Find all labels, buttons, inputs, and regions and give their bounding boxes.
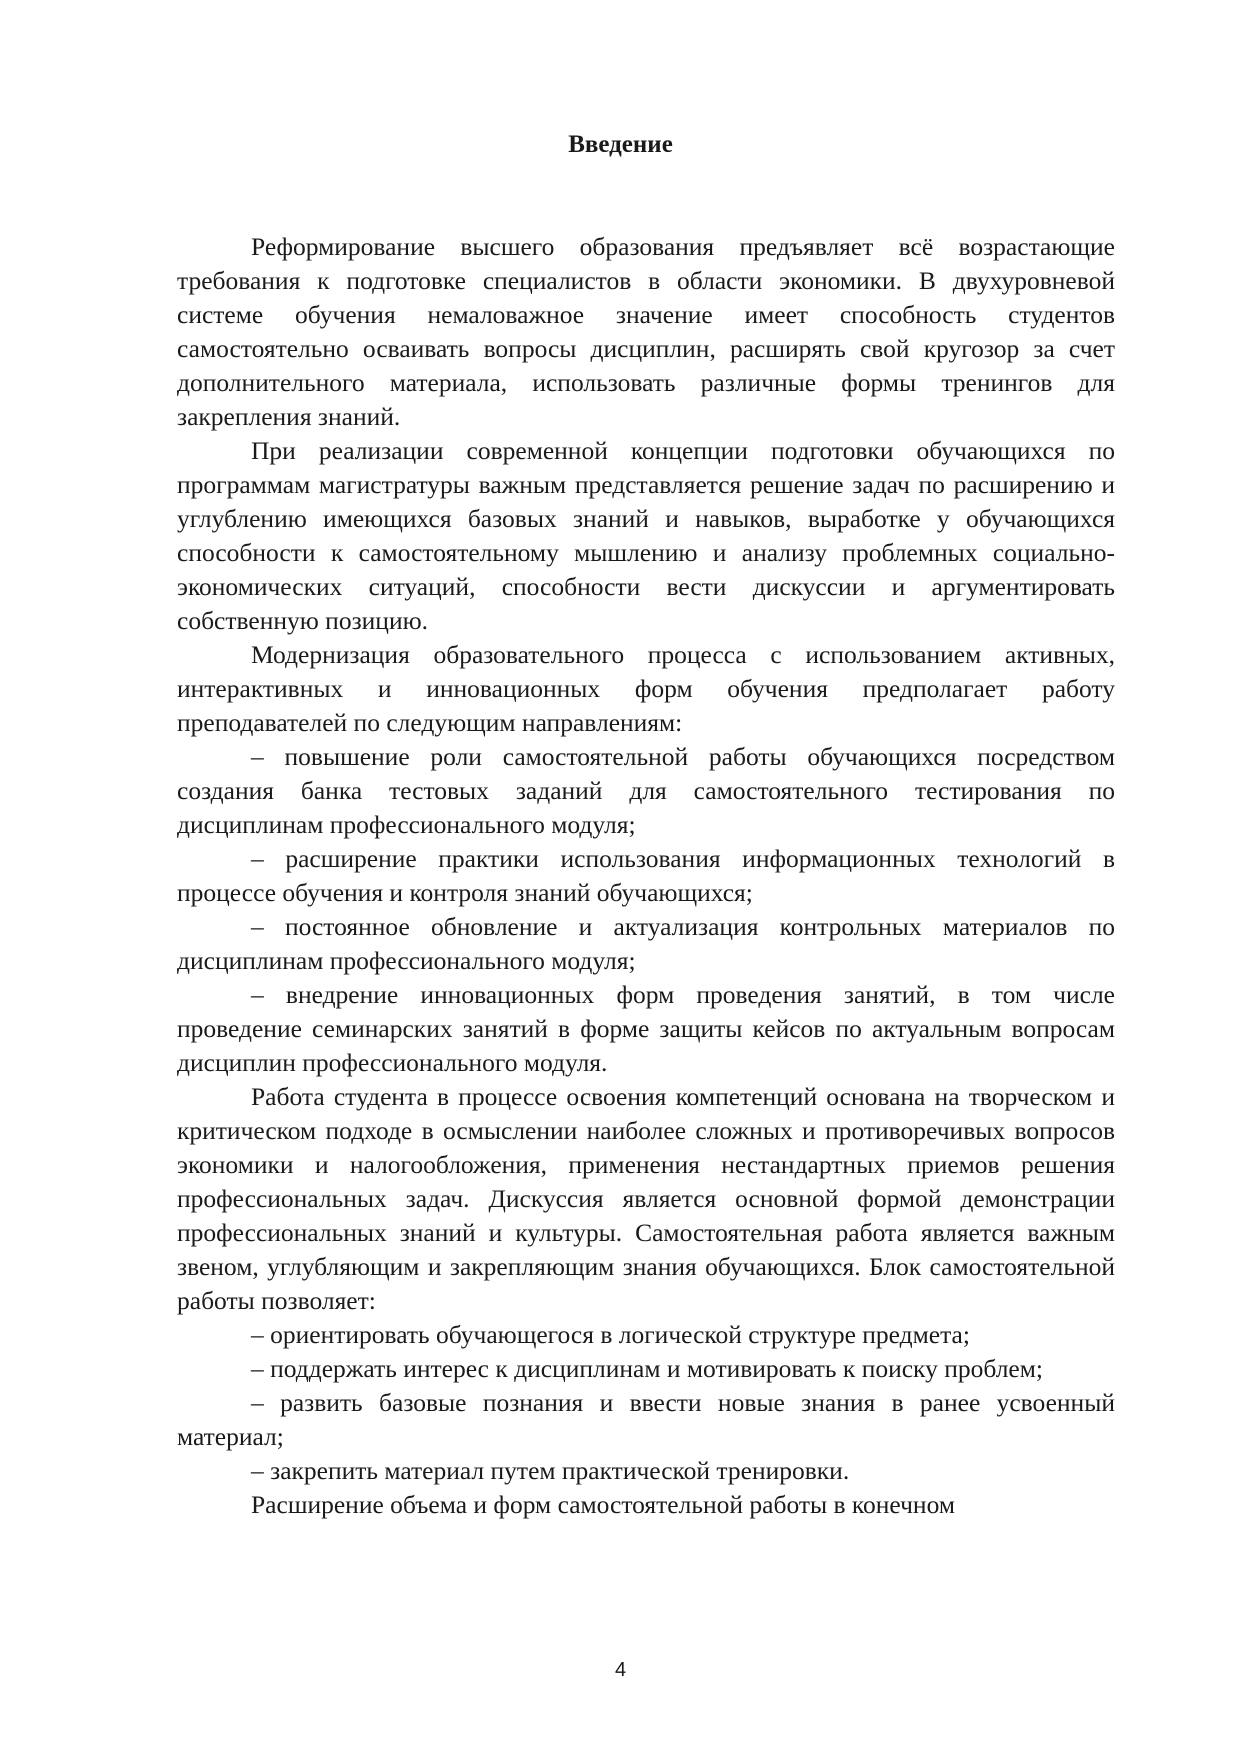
list-item: – развить базовые познания и ввести новые знания в ранее усвоенный материал;: [177, 1388, 1115, 1451]
list-item: – закрепить материал путем практической тренировки.: [251, 1456, 850, 1485]
page-title: Введение: [568, 131, 673, 158]
list-item: – поддержать интерес к дисциплинам и мотивировать к поиску проблем;: [251, 1354, 1043, 1383]
page-number: 4: [614, 1659, 627, 1681]
body-text: [177, 230, 1115, 1522]
paragraph-student-work: Работа студента в процессе освоения компетенций основана на творческом и критическом подходе в осмыслении наиболее сложных и противоречивых вопросов экономики и налогообложения, применения нестандартных приемов решения профессиональных задач. Дискуссия является основной формой демонстрации профессиональных знаний и культуры. Самостоятельная работа является важным звеном, углубляющим и закрепляющим знания обучающихся. Блок самостоятельной работы позволяет:: [177, 1082, 1115, 1315]
list-item: – повышение роли самостоятельной работы обучающихся посредством создания банка тестовых заданий для самостоятельного тестирования по дисциплинам профессионального модуля;: [177, 742, 1115, 839]
list-item: – внедрение инновационных форм проведения занятий, в том числе проведение семинарских занятий в форме защиты кейсов по актуальным вопросам дисциплин профессионального модуля.: [177, 980, 1115, 1077]
list-item: – расширение практики использования информационных технологий в процессе обучения и контроля знаний обучающихся;: [177, 844, 1115, 907]
paragraph-reform: Реформирование высшего образования предъявляет всё возрастающие требования к подготовке специалистов в области экономики. В двухуровневой системе обучения немаловажное значение имеет способность студентов самостоятельно осваивать вопросы дисциплин, расширять свой кругозор за счет дополнительного материала, использовать различные формы тренингов для закрепления знаний.: [177, 232, 1115, 431]
list-item: – постоянное обновление и актуализация контрольных материалов по дисциплинам профессионального модуля;: [177, 912, 1115, 975]
paragraph-modernization: Модернизация образовательного процесса с использованием активных, интерактивных и инновационных форм обучения предполагает работу преподавателей по следующим направлениям:: [177, 640, 1115, 737]
paragraph-concept: При реализации современной концепции подготовки обучающихся по программам магистратуры важным представляется решение задач по расширению и углублению имеющихся базовых знаний и навыков, выработке у обучающихся способности к самостоятельному мышлению и анализу проблемных социально-экономических ситуаций, способности вести дискуссии и аргументировать собственную позицию.: [177, 436, 1115, 635]
paragraph-expansion: Расширение объема и форм самостоятельной работы в конечном: [251, 1490, 955, 1519]
list-item: – ориентировать обучающегося в логической структуре предмета;: [251, 1320, 970, 1349]
